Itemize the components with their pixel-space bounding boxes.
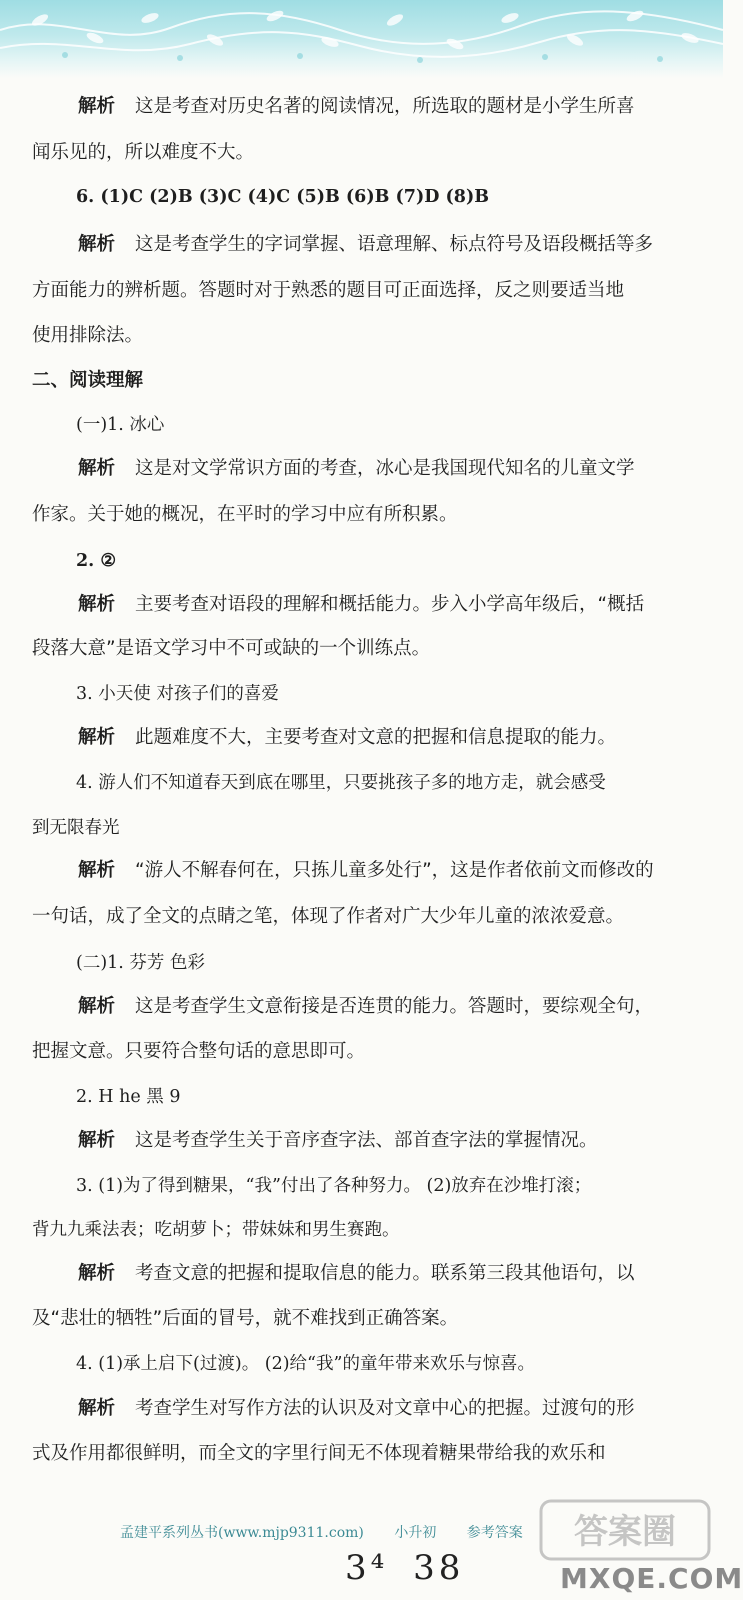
footer-answer: 参考答案: [466, 1525, 523, 1541]
text-line: 解析 “游人不解春何在，只拣儿童多处行”，这是作者依前文而修改的: [78, 860, 654, 881]
text-line: 解析 这是考查学生关于音序查字法、部首查字法的掌握情况。: [78, 1130, 598, 1151]
answer-line: 4. 游人们不知道春天到底在哪里，只要挑孩子多的地方走，就会感受: [76, 773, 606, 793]
answer-line: (二)1. 芬芳 色彩: [76, 953, 205, 973]
analysis-label: 解析: [78, 1263, 116, 1284]
answer-line: 2. H he 黑 9: [76, 1087, 181, 1107]
footer-grade: 小升初: [394, 1525, 437, 1541]
text-line: 段落大意”是语文学习中不可或缺的一个训练点。: [32, 638, 431, 659]
analysis-label: 解析: [78, 727, 116, 748]
text-line: 闻乐见的，所以难度不大。: [32, 142, 255, 163]
analysis-label: 解析: [78, 234, 116, 255]
text-line: 作家。关于她的概况，在平时的学习中应有所积累。: [32, 504, 458, 525]
text-line: 使用排除法。: [32, 325, 144, 346]
analysis-label: 解析: [78, 996, 116, 1017]
text-line: 解析 考查学生对写作方法的认识及对文章中心的把握。过渡句的形: [78, 1398, 635, 1419]
text-line: 解析 这是考查学生的字词掌握、语意理解、标点符号及语段概括等多: [78, 234, 654, 255]
watermark-chars: 答案圈: [574, 1512, 676, 1552]
answer-line: 到无限春光: [32, 818, 120, 838]
answer-line: 3. (1)为了得到糖果，“我”付出了各种努力。 (2)放弃在沙堆打滚；: [76, 1176, 592, 1196]
text-line: 解析 考查文意的把握和提取信息的能力。联系第三段其他语句，以: [78, 1263, 635, 1284]
text-line: 方面能力的辨析题。答题时对于熟悉的题目可正面选择，反之则要适当地: [32, 280, 625, 301]
analysis-label: 解析: [78, 860, 116, 881]
text-line: 解析 主要考查对语段的理解和概括能力。步入小学高年级后，“概括: [78, 594, 645, 615]
handwritten-page-mark: [345, 1548, 464, 1588]
analysis-label: 解析: [78, 458, 116, 479]
text-line: 解析 这是考查学生文意衔接是否连贯的能力。答题时，要综观全句，: [78, 996, 654, 1017]
text-line: 解析 这是考查对历史名著的阅读情况，所选取的题材是小学生所喜: [78, 96, 635, 117]
text-line: 把握文意。只要符合整句话的意思即可。: [32, 1041, 366, 1062]
answer-line: 4. (1)承上启下(过渡)。 (2)给“我”的童年带来欢乐与惊喜。: [76, 1354, 535, 1374]
page-number: 38: [413, 1548, 465, 1588]
page-footer: [120, 1522, 549, 1542]
answer-line: 2. ②: [76, 551, 117, 571]
footer-series: 孟建平系列丛书(www.mjp9311.com): [120, 1525, 364, 1541]
text-line: 解析 此题难度不大，主要考查对文意的把握和信息提取的能力。: [78, 727, 617, 748]
answer-line: (一)1. 冰心: [76, 415, 165, 435]
text-line: 式及作用都很鲜明，而全文的字里行间无不体现着糖果带给我的欢乐和: [32, 1443, 606, 1464]
question-6-answers: 6. (1)C (2)B (3)C (4)C (5)B (6)B (7)D (8)B: [76, 187, 490, 207]
watermark-domain: MXQE.COM: [560, 1562, 743, 1595]
answer-line: 背九九乘法表；吃胡萝卜；带妹妹和男生赛跑。: [32, 1220, 400, 1240]
section-heading: 二、阅读理解: [32, 370, 144, 391]
text-line: 解析 这是对文学常识方面的考查，冰心是我国现代知名的儿童文学: [78, 458, 635, 479]
analysis-label: 解析: [78, 96, 116, 117]
analysis-label: 解析: [78, 1398, 116, 1419]
answer-line: 3. 小天使 对孩子们的喜爱: [76, 684, 279, 704]
text-line: 及“悲壮的牺牲”后面的冒号，就不难找到正确答案。: [32, 1308, 459, 1329]
analysis-label: 解析: [78, 1130, 116, 1151]
handwritten-mark: 3⁴: [345, 1548, 389, 1588]
text-line: 一句话，成了全文的点睛之笔，体现了作者对广大少年儿童的浓浓爱意。: [32, 906, 625, 927]
analysis-label: 解析: [78, 594, 116, 615]
